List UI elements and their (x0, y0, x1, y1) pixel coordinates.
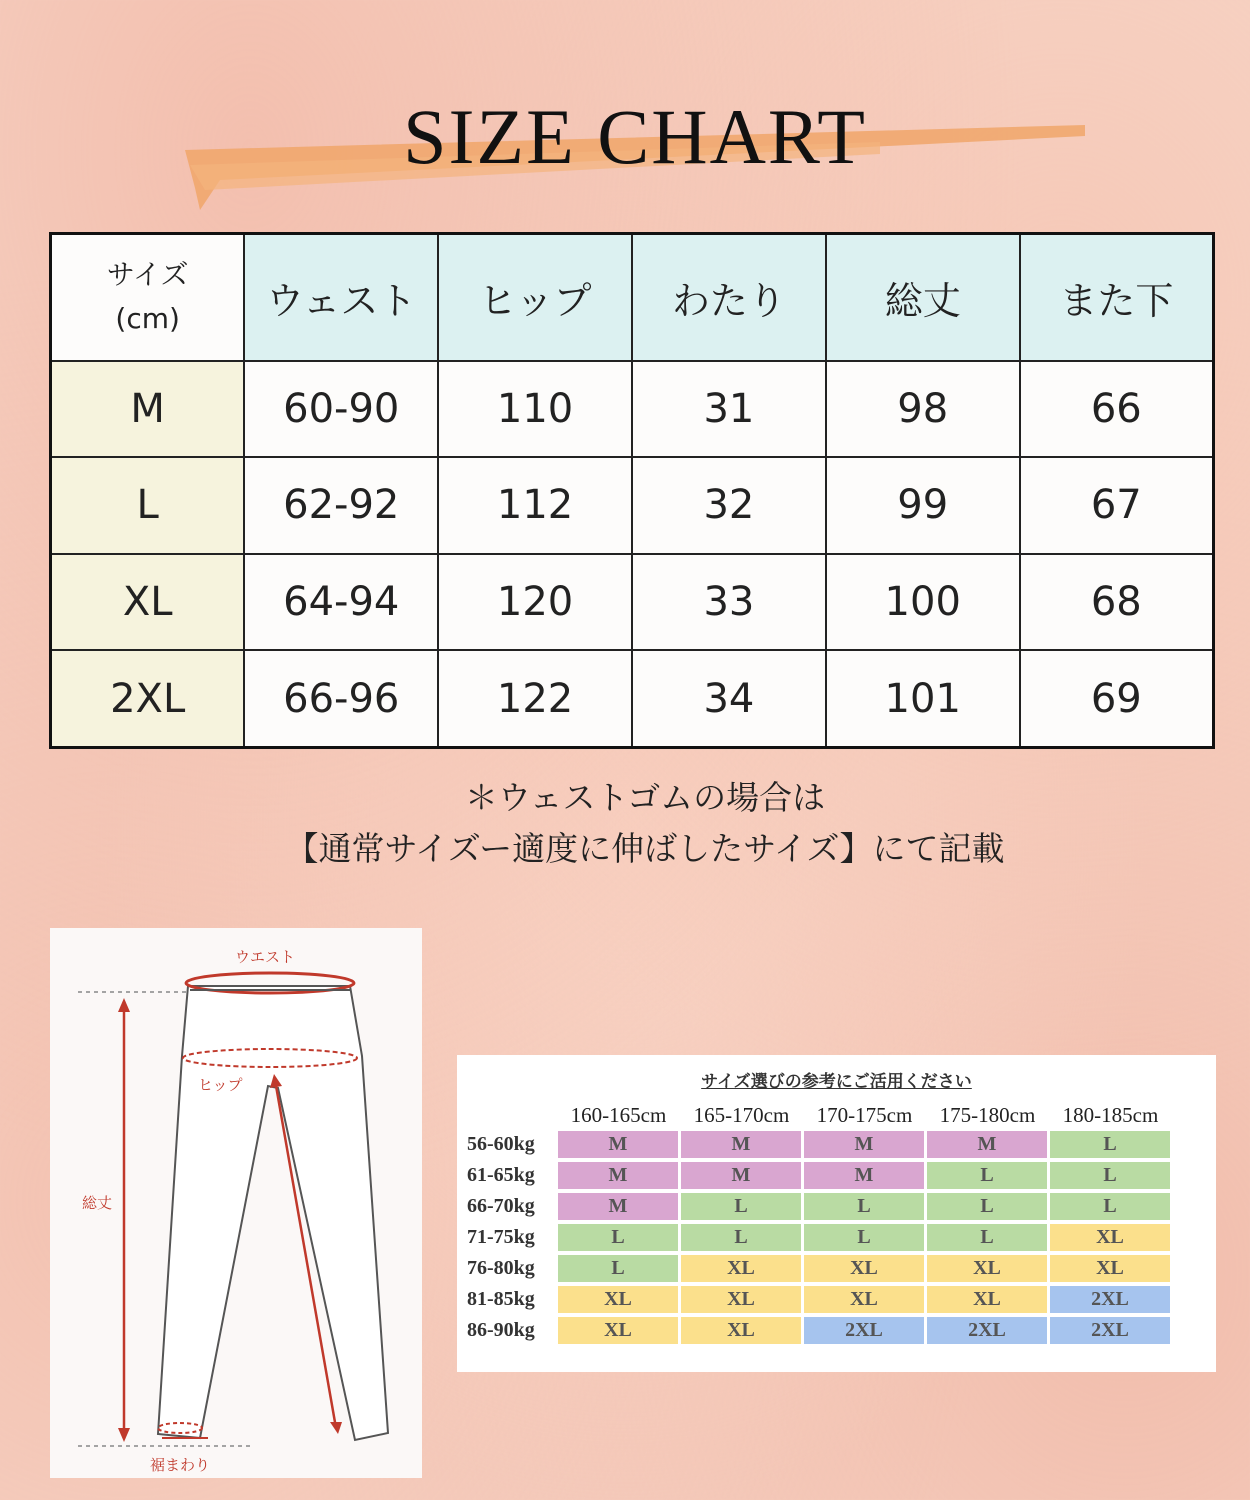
header-thigh: わたり (632, 234, 826, 361)
cell-thigh: 32 (632, 457, 826, 554)
cell-waist: 66-96 (244, 650, 438, 748)
reference-size-cell: L (558, 1255, 678, 1282)
table-row (51, 457, 1214, 554)
reference-size-cell: M (558, 1193, 678, 1220)
reference-size-cell: M (558, 1162, 678, 1189)
header-hip: ヒップ (438, 234, 632, 361)
reference-size-cell: XL (558, 1286, 678, 1313)
header-waist: ウェスト (244, 234, 438, 361)
cell-hip: 122 (438, 650, 632, 748)
row-size-label: XL (51, 554, 245, 651)
cell-thigh: 31 (632, 361, 826, 458)
reference-size-cell: XL (927, 1286, 1047, 1313)
reference-size-cell: XL (681, 1255, 801, 1282)
diagram-label-length: 総丈 (82, 1194, 113, 1212)
reference-height-header: 160-165cm (570, 1103, 667, 1127)
reference-size-cell: M (804, 1162, 924, 1189)
reference-size-cell: XL (1050, 1224, 1170, 1251)
reference-weight-label: 61-65kg (467, 1164, 535, 1186)
reference-weight-label: 71-75kg (467, 1226, 535, 1248)
measurement-diagram (50, 928, 422, 1478)
cell-total-length: 99 (826, 457, 1020, 554)
title-area (180, 70, 1090, 220)
cell-waist: 64-94 (244, 554, 438, 651)
reference-size-cell: L (681, 1193, 801, 1220)
reference-size-cell: L (927, 1224, 1047, 1251)
cell-inseam: 66 (1020, 361, 1214, 458)
reference-size-cell: 2XL (1050, 1286, 1170, 1313)
cell-inseam: 68 (1020, 554, 1214, 651)
note-line-1: ＊ウェストゴムの場合は (464, 778, 826, 817)
note-line-2: 【通常サイズー適度に伸ばしたサイズ】にて記載 (285, 829, 1005, 868)
cell-waist: 60-90 (244, 361, 438, 458)
size-table (49, 232, 1215, 749)
reference-size-cell: L (681, 1224, 801, 1251)
cell-total-length: 98 (826, 361, 1020, 458)
cell-total-length: 100 (826, 554, 1020, 651)
cell-waist: 62-92 (244, 457, 438, 554)
reference-size-cell: M (558, 1131, 678, 1158)
diagram-label-hem: 裾まわり (150, 1456, 211, 1474)
cell-thigh: 33 (632, 554, 826, 651)
pants-measurement-icon (50, 928, 422, 1478)
reference-size-cell: XL (681, 1286, 801, 1313)
cell-hip: 110 (438, 361, 632, 458)
reference-height-header: 170-175cm (816, 1103, 913, 1127)
reference-weight-label: 56-60kg (467, 1133, 535, 1155)
row-size-label: 2XL (51, 650, 245, 748)
reference-size-cell: XL (558, 1317, 678, 1344)
diagram-label-waist: ウエスト (235, 948, 296, 966)
cell-hip: 120 (438, 554, 632, 651)
reference-weight-label: 81-85kg (467, 1288, 535, 1310)
reference-weight-label: 66-70kg (467, 1195, 535, 1217)
reference-size-cell: M (681, 1131, 801, 1158)
header-total-length: 総丈 (826, 234, 1020, 361)
corner-label-size: サイズ (106, 258, 189, 292)
table-row (51, 361, 1214, 458)
reference-size-cell: L (1050, 1193, 1170, 1220)
reference-size-cell: 2XL (927, 1317, 1047, 1344)
reference-size-cell: L (804, 1224, 924, 1251)
reference-size-cell: M (927, 1131, 1047, 1158)
page-title: SIZE CHART (403, 93, 867, 180)
cell-total-length: 101 (826, 650, 1020, 748)
row-size-label: L (51, 457, 245, 554)
reference-size-cell: XL (681, 1317, 801, 1344)
size-table-corner (51, 234, 245, 361)
reference-height-header: 175-180cm (939, 1103, 1036, 1127)
diagram-label-hip: ヒップ (198, 1076, 243, 1094)
reference-weight-label: 86-90kg (467, 1319, 535, 1341)
reference-weight-label: 76-80kg (467, 1257, 535, 1279)
reference-size-cell: L (927, 1162, 1047, 1189)
reference-size-cell: L (804, 1193, 924, 1220)
size-table-header-row (51, 234, 1214, 361)
header-inseam: また下 (1020, 234, 1214, 361)
reference-size-cell: 2XL (1050, 1317, 1170, 1344)
reference-size-cell: L (1050, 1162, 1170, 1189)
reference-title: サイズ選びの参考にご活用ください (701, 1072, 972, 1092)
reference-height-header: 180-185cm (1062, 1103, 1159, 1127)
corner-label-unit: (cm) (115, 302, 180, 336)
cell-hip: 112 (438, 457, 632, 554)
table-row (51, 650, 1214, 748)
reference-size-cell: XL (804, 1286, 924, 1313)
reference-size-cell: M (804, 1131, 924, 1158)
cell-inseam: 67 (1020, 457, 1214, 554)
size-reference-chart (457, 1055, 1216, 1372)
reference-size-cell: 2XL (804, 1317, 924, 1344)
reference-size-cell: XL (804, 1255, 924, 1282)
row-size-label: M (51, 361, 245, 458)
reference-size-cell: L (927, 1193, 1047, 1220)
reference-size-cell: XL (1050, 1255, 1170, 1282)
reference-size-cell: L (1050, 1131, 1170, 1158)
table-row (51, 554, 1214, 651)
cell-inseam: 69 (1020, 650, 1214, 748)
reference-size-cell: M (681, 1162, 801, 1189)
reference-size-cell: L (558, 1224, 678, 1251)
cell-thigh: 34 (632, 650, 826, 748)
reference-height-header: 165-170cm (693, 1103, 790, 1127)
reference-size-cell: XL (927, 1255, 1047, 1282)
